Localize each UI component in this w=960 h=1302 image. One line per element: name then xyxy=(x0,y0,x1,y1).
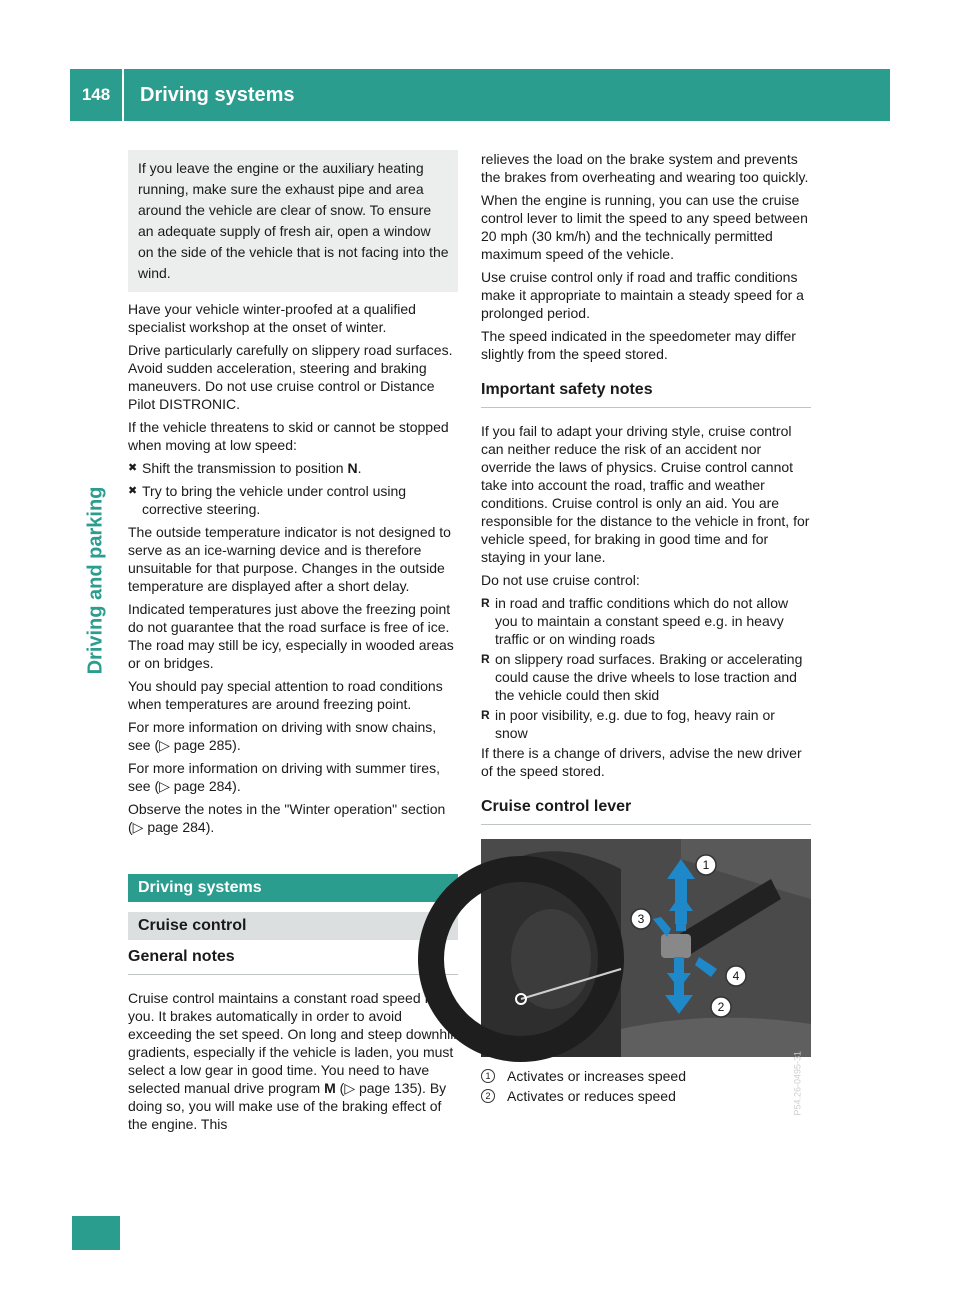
paragraph: relieves the load on the brake system and prevents the brakes from overheating and wearing too quickly. xyxy=(481,151,809,185)
paragraph: If the vehicle threatens to skid or cannot be stopped when moving at low speed: xyxy=(128,419,449,453)
heading-general-notes: General notes xyxy=(128,948,458,975)
paragraph: When the engine is running, you can use the cruise control lever to limit the speed to any speed between 20 mph (30 km/h) and the technically permitted maximum speed of the vehicle. xyxy=(481,192,808,262)
paragraph xyxy=(128,989,458,1133)
figure-code: P54.26-0495-31 xyxy=(793,1051,803,1116)
bullet-marker-icon: R xyxy=(481,708,490,722)
caption-number: 2 xyxy=(481,1089,495,1103)
callout-4: 4 xyxy=(732,969,740,983)
gear-position: N xyxy=(347,460,358,476)
bullet-item xyxy=(481,594,811,648)
caption-number-icon xyxy=(481,1087,507,1105)
bullet-marker-icon: R xyxy=(481,596,490,610)
callout-2: 2 xyxy=(717,1000,725,1014)
drive-program: M xyxy=(324,1080,336,1096)
caption-item xyxy=(481,1087,811,1105)
paragraph: You should pay special attention to road conditions when temperatures are around freezing point. xyxy=(128,678,443,712)
caption-number: 1 xyxy=(481,1069,495,1083)
step-text: Try to bring the vehicle under control using corrective steering. xyxy=(142,483,407,517)
step-suffix: . xyxy=(357,460,362,476)
bullet-marker-icon: R xyxy=(481,652,490,666)
chapter-side-block xyxy=(72,1216,120,1250)
subsection-title: Cruise control xyxy=(128,912,458,940)
caption-text: Activates or reduces speed xyxy=(507,1088,676,1104)
paragraph: Do not use cruise control: xyxy=(481,572,640,588)
callout-1: 1 xyxy=(702,858,710,872)
paragraph: The speed indicated in the speedometer may differ slightly from the speed stored. xyxy=(481,328,796,362)
page-header xyxy=(70,69,890,121)
bullet-text: on slippery road surfaces. Braking or accelerating could cause the drive wheels to lose traction and the vehicle could then skid xyxy=(495,651,803,703)
paragraph: Have your vehicle winter-proofed at a qualified specialist workshop at the onset of winter. xyxy=(128,301,416,335)
paragraph: For more information on driving with summer tires, see (▷ page 284). xyxy=(128,760,440,794)
step-arrow-icon: ✖ xyxy=(128,485,138,497)
left-column xyxy=(128,150,458,1138)
bullet-item xyxy=(481,706,811,742)
paragraph: Use cruise control only if road and traffic conditions make it appropriate to maintain a steady speed for a prolonged period. xyxy=(481,269,804,321)
paragraph: Observe the notes in the "Winter operation" section (▷ page 284). xyxy=(128,801,446,835)
step-item xyxy=(128,459,458,477)
page-number: 148 xyxy=(70,69,124,121)
caption-text: Activates or increases speed xyxy=(507,1068,686,1084)
section-title: Driving systems xyxy=(128,874,458,902)
paragraph: If there is a change of drivers, advise the new driver of the speed stored. xyxy=(481,745,802,779)
caption-item xyxy=(481,1067,811,1085)
paragraph: Indicated temperatures just above the freezing point do not guarantee that the road surface is free of ice. The road may still be icy, especially in wooded areas or on bridges. xyxy=(128,601,454,671)
caption-number-icon xyxy=(481,1067,507,1085)
paragraph: Drive particularly carefully on slippery road surfaces. Avoid sudden acceleration, steering and braking maneuvers. Do not use cruise control or Distance Pilot DISTRONIC. xyxy=(128,342,453,412)
chapter-side-label xyxy=(72,430,120,730)
bullet-text: in poor visibility, e.g. due to fog, heavy rain or snow xyxy=(495,707,775,741)
paragraph-text: (▷ page 135). By doing so, you will make use of the braking effect of the engine. This xyxy=(128,1080,447,1132)
bullet-text: in road and traffic conditions which do not allow you to maintain a constant speed e.g. in heavy traffic or on winding roads xyxy=(495,595,789,647)
step-text: Shift the transmission to position xyxy=(142,460,348,476)
step-arrow-icon: ✖ xyxy=(128,462,138,474)
environment-note: If you leave the engine or the auxiliary heating running, make sure the exhaust pipe and area around the vehicle are clear of snow. To ensure an adequate supply of fresh air, open a window on the side of the vehicle that is not facing into the wind. xyxy=(128,150,458,292)
chapter-side-label-text: Driving and parking xyxy=(84,486,107,674)
step-item xyxy=(128,482,458,518)
paragraph: The outside temperature indicator is not designed to serve as an ice-warning device and is therefore unsuitable for that purpose. Changes in the outside temperature are displayed after a short delay. xyxy=(128,524,451,594)
cruise-lever-illustration xyxy=(481,839,811,1057)
paragraph: If you fail to adapt your driving style, cruise control can neither reduce the risk of an accident nor override the laws of physics. Cruise control cannot take into account the road, traffic and weather conditions. Cruise control is only an aid. You are responsible for the distance to the vehicle in front, for vehicle speed, for braking in good time and for staying in your lane. xyxy=(481,423,810,565)
paragraph-text: Cruise control maintains a constant road speed for you. It brakes automatically in order to avoid exceeding the set speed. On long and steep downhill gradients, especially if the vehicle is laden, you must select a low gear in good time. You need to have selected manual drive program xyxy=(128,990,457,1096)
bullet-item xyxy=(481,650,811,704)
right-column xyxy=(481,150,811,1116)
callout-3: 3 xyxy=(637,912,645,926)
header-title: Driving systems xyxy=(140,83,295,106)
heading-cruise-lever: Cruise control lever xyxy=(481,798,811,825)
paragraph: For more information on driving with snow chains, see (▷ page 285). xyxy=(128,719,437,753)
heading-safety-notes: Important safety notes xyxy=(481,381,811,408)
